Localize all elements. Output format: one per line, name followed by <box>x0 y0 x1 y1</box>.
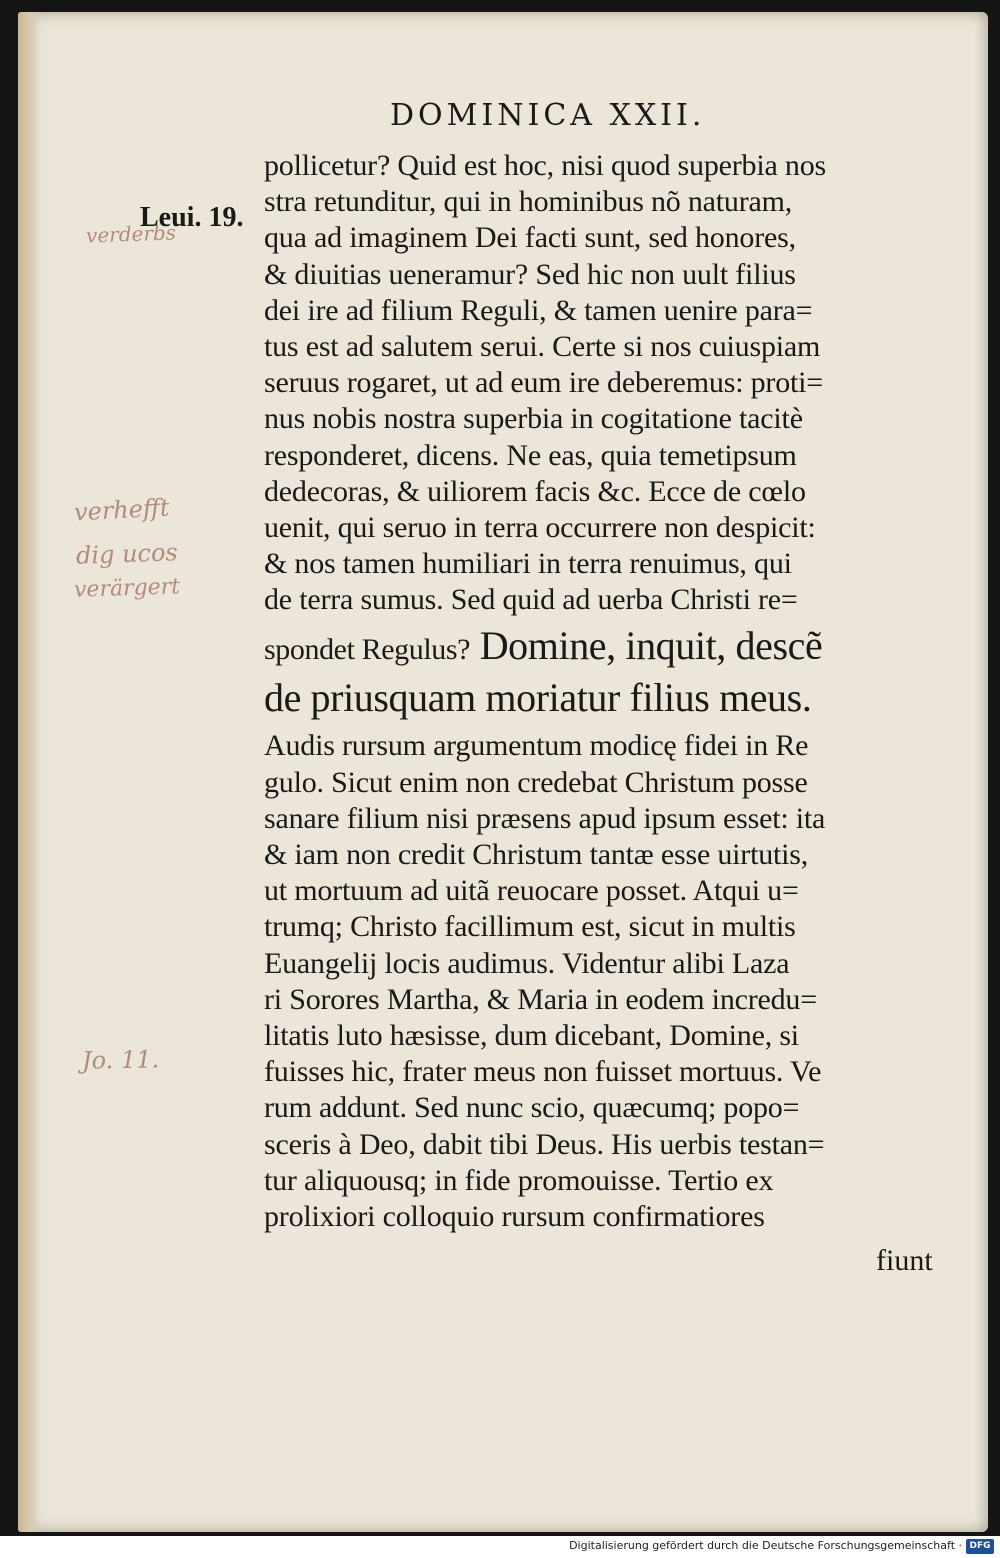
text-line: rum addunt. Sed nunc scio, quæcumq; popo= <box>264 1091 800 1125</box>
handwritten-annotation: verhefft <box>73 493 171 527</box>
page-gutter-edge <box>18 12 40 1532</box>
margin-reference: Leui. 19. <box>140 202 244 233</box>
text-line: & diuitias ueneramur? Sed hic non uult filius <box>264 257 796 291</box>
text-line: tur aliquousq; in fide promouisse. Tertio ex <box>264 1163 774 1197</box>
text-line: Euangelij locis audimus. Videntur alibi Laza <box>264 946 790 980</box>
handwritten-annotation: Jo. 11. <box>81 1045 160 1075</box>
text-line: gulo. Sicut enim non credebat Christum posse <box>264 765 808 799</box>
text-fragment: spondet Regulus? <box>264 633 471 667</box>
handwritten-annotation: verderbs <box>85 220 177 248</box>
emphasis-inline: Domine, inquit, descẽ <box>479 623 823 669</box>
text-line: prolixiori colloquio rursum confirmatiores <box>264 1199 765 1233</box>
text-line: nus nobis nostra superbia in cogitatione tacitè <box>264 402 803 436</box>
footer-bar <box>0 1536 1000 1558</box>
text-line: tus est ad salutem serui. Certe si nos cuiuspiam <box>264 329 821 363</box>
text-line: litatis luto hæsisse, dum dicebant, Domine, si <box>264 1018 799 1052</box>
running-head: DOMINICA XXII. <box>390 98 706 133</box>
text-line: qua ad imaginem Dei facti sunt, sed honores, <box>264 221 796 255</box>
text-line: fuisses hic, frater meus non fuisset mortuus. Ve <box>264 1055 822 1089</box>
dfg-logo-icon: DFG <box>966 1539 994 1554</box>
catchword: fiunt <box>876 1244 933 1277</box>
text-line: responderet, dicens. Ne eas, quia temetipsum <box>264 438 797 472</box>
text-line: dedecoras, & uiliorem facis &c. Ecce de cœlo <box>264 474 806 508</box>
text-line: pollicetur? Quid est hoc, nisi quod superbia nos <box>264 149 826 182</box>
body-text <box>264 148 954 1235</box>
text-line: dei ire ad filium Reguli, & tamen uenire para= <box>264 293 813 327</box>
text-line: ri Sorores Martha, & Maria in eodem incredu= <box>264 982 817 1016</box>
handwritten-annotation: dig ucos <box>75 538 179 570</box>
text-line: & iam non credit Christum tantæ esse uirtutis, <box>264 838 809 871</box>
text-line: stra retunditur, qui in hominibus nõ naturam, <box>264 185 793 219</box>
text-line: trumq; Christo facillimum est, sicut in multis <box>264 910 796 944</box>
text-line: seruus rogaret, ut ad eum ire deberemus: proti= <box>264 366 824 400</box>
text-line: Audis rursum argumentum modicę fidei in Re <box>264 729 809 763</box>
text-line: & nos tamen humiliari in terra renuimus, qui <box>264 547 792 581</box>
text-line: uenit, qui seruo in terra occurrere non despicit: <box>264 510 816 544</box>
handwritten-annotation: verärgert <box>73 574 181 603</box>
book-page <box>18 12 988 1532</box>
text-line: sanare filium nisi præsens apud ipsum esset: ita <box>264 801 826 835</box>
text-line-mixed <box>264 620 954 672</box>
funding-credit: Digitalisierung gefördert durch die Deutsche Forschungsgemeinschaft · <box>569 1539 962 1552</box>
text-line: ut mortuum ad uitã reuocare posset. Atqui u= <box>264 874 799 908</box>
text-line: de terra sumus. Sed quid ad uerba Christi re= <box>264 583 798 617</box>
emphasis-line: de priusquam moriatur filius meus. <box>264 675 812 721</box>
text-line: sceris à Deo, dabit tibi Deus. His uerbis testan= <box>264 1127 825 1161</box>
